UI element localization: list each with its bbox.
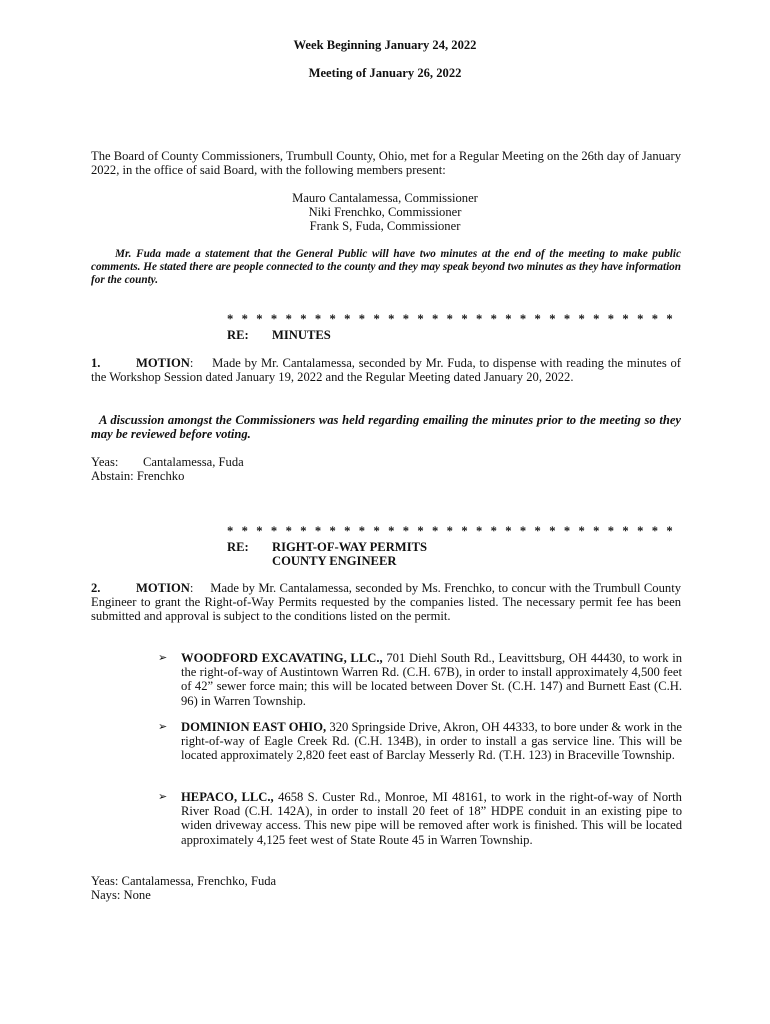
member-1: Mauro Cantalamessa, Commissioner	[292, 191, 478, 205]
motion-text: Made by Mr. Cantalamessa, seconded by Ms. Frenchko, to concur with the Trumbull County Engineer to grant the Right-of-Way Permits requested by the companies listed. The necessary permit fee has been submitted and approval is subject to the conditions listed on the permit.	[91, 581, 681, 624]
re-title-line2: COUNTY ENGINEER	[272, 554, 397, 568]
week-heading: Week Beginning January 24, 2022	[293, 38, 477, 52]
arrow-bullet-icon: ➢	[158, 651, 168, 664]
re-title-line1: RIGHT-OF-WAY PERMITS	[272, 540, 427, 554]
arrow-bullet-icon: ➢	[158, 720, 168, 733]
motion-number: 1.	[91, 356, 101, 370]
nays-2: Nays: None	[91, 888, 151, 902]
permit-item-text	[181, 790, 682, 847]
yeas-label: Yeas:	[91, 455, 119, 469]
motion-number: 2.	[91, 581, 101, 595]
yeas-2: Yeas: Cantalamessa, Frenchko, Fuda	[91, 874, 277, 888]
section-divider-1: * * * * * * * * * * * * * * * * * * * * * * * * * * * * * * *	[227, 312, 676, 326]
motion-text: Made by Mr. Cantalamessa, seconded by Mr. Fuda, to dispense with reading the minutes of the Workshop Session dated January 19, 2022 and the Regular Meeting dated January 20, 2022.	[91, 356, 681, 385]
re-minutes	[227, 328, 627, 342]
motion-2: 2. MOTION: Made by Mr. Cantalamessa, seconded by Ms. Frenchko, to concur with the Trumbull County Engineer to grant the Right-of-Way Permits requested by the companies listed. The necessary permit fee has been submitted and approval is subject to the conditions listed on the permit.	[91, 581, 681, 624]
permit-item-text	[181, 720, 682, 763]
permit-item	[158, 790, 682, 847]
re-title: MINUTES	[272, 328, 331, 342]
company-name: DOMINION EAST OHIO,	[181, 720, 327, 734]
intro-paragraph: The Board of County Commissioners, Trumbull County, Ohio, met for a Regular Meeting on the 26th day of January 2022, in the office of said Board, with the following members present:	[91, 149, 681, 178]
re-label: RE:	[227, 540, 249, 554]
company-name: HEPACO, LLC.,	[181, 790, 274, 804]
motion-label: MOTION	[136, 581, 190, 595]
permit-item	[158, 651, 682, 708]
re-label: RE:	[227, 328, 249, 342]
discussion-note: A discussion amongst the Commissioners was held regarding emailing the minutes prior to the meeting so they may be reviewed before voting.	[91, 413, 681, 442]
section-divider-2: * * * * * * * * * * * * * * * * * * * * * * * * * * * * * * *	[227, 524, 676, 538]
permit-description: 4658 S. Custer Rd., Monroe, MI 48161, to work in the right-of-way of North River Road (C.H. 142A), in order to install 20 feet of 18” HDPE conduit in an existing pipe to widen driveway access. This new pipe will be removed after work is finished. This will be located approximately 4,125 feet west of State Route 45 in Warren Township.	[181, 790, 682, 847]
permit-item	[158, 720, 682, 763]
abstain-1: Abstain: Frenchko	[91, 469, 185, 483]
re-permits	[227, 540, 627, 554]
permit-description: 701 Diehl South Rd., Leavittsburg, OH 44430, to work in the right-of-way of Austintown Warren Rd. (C.H. 67B), in order to install approximately 4,500 feet of 42” sewer force main; this will be located between Dover St. (C.H. 147) and Burnett East (C.H. 96) in Warren Township.	[181, 651, 683, 708]
permit-item-text	[181, 651, 682, 708]
member-2: Niki Frenchko, Commissioner	[308, 205, 462, 219]
yeas-1	[91, 455, 681, 469]
yeas-value: Cantalamessa, Fuda	[143, 455, 244, 469]
motion-1: 1. MOTION: Made by Mr. Cantalamessa, seconded by Mr. Fuda, to dispense with reading the minutes of the Workshop Session dated January 19, 2022 and the Regular Meeting dated January 20, 2022.	[91, 356, 681, 385]
meeting-heading: Meeting of January 26, 2022	[308, 66, 462, 80]
permit-description: 320 Springside Drive, Akron, OH 44333, to bore under & work in the right-of-way of Eagle Creek Rd. (C.H. 134B), in order to install a gas service line. This will be located approximately 2,820 feet east of Barclay Messerly Rd. (T.H. 123) in Braceville Township.	[181, 720, 682, 763]
fuda-statement: Mr. Fuda made a statement that the General Public will have two minutes at the end of the meeting to make public comments. He stated there are people connected to the county and they may speak beyond two minutes as they have information for the county.	[91, 248, 681, 287]
motion-label: MOTION	[136, 356, 190, 370]
company-name: WOODFORD EXCAVATING, LLC.,	[181, 651, 383, 665]
arrow-bullet-icon: ➢	[158, 790, 168, 803]
member-3: Frank S, Fuda, Commissioner	[309, 219, 461, 233]
